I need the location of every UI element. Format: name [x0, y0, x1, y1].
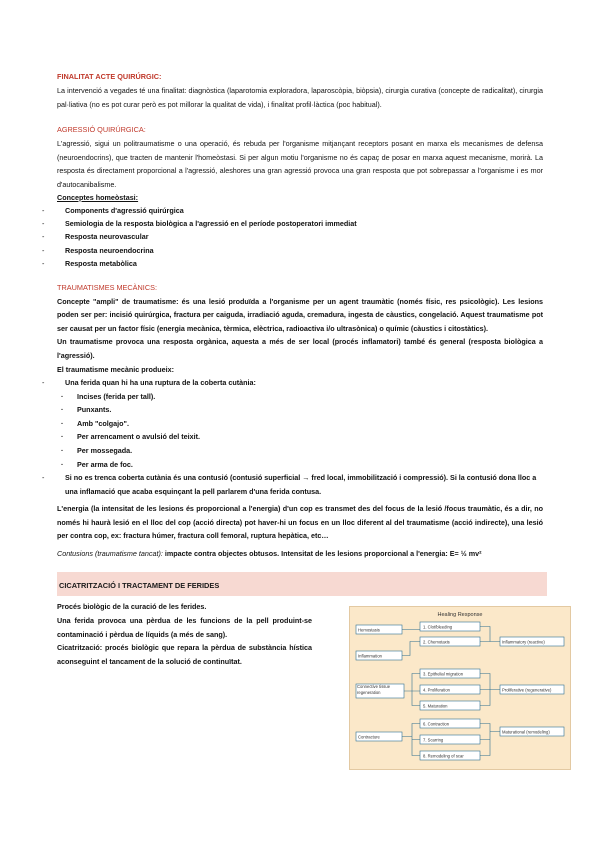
diagram-label-right: Inflammatory (reactive): [502, 639, 545, 645]
list-item: - Resposta neurovascular: [57, 230, 543, 243]
cicatritzacio-p2: Una ferida provoca una pèrdua de les funcions de la pell produint-se contaminació i pèrdua de líquids (a més de sang).: [57, 615, 312, 639]
homeostasi-subheading: Conceptes homeòstasi:: [57, 192, 139, 202]
diagram-connector: [404, 674, 420, 706]
traumatismes-dash-list: [57, 376, 543, 389]
diagram-label-mid: 3. Epithelial migration: [423, 671, 464, 677]
diagram-connector: [402, 724, 420, 756]
traumatismes-p2: Un traumatisme provoca una resposta orgànica, aquesta a més de ser local (procés inflamatori) també és general (resposta biològica a l'agressió).: [57, 337, 543, 360]
diagram-mid-boxes: [420, 622, 480, 760]
list-item: - Una ferida quan hi ha una ruptura de la coberta cutània:: [57, 376, 543, 389]
diagram-label-right: Maturational (remodeling): [502, 729, 550, 735]
healing-diagram: [349, 606, 571, 770]
diagram-label-mid: 1. Clot/bleeding: [423, 624, 453, 630]
diagram-label-mid: 4. Proliferation: [423, 687, 450, 693]
diagram-label-mid: 7. Scarring: [423, 737, 444, 743]
diagram-connector: [402, 642, 420, 656]
diagram-label-left: Inflammation: [358, 653, 382, 659]
diagram-label-left-wrap: [357, 684, 403, 698]
list-item: - Semiologia de la resposta biològica a l'agressió en el període postoperatori immediat: [57, 217, 543, 230]
diagram-title: Healing Response: [437, 612, 483, 619]
traumatismes-p5: [57, 547, 543, 561]
diagram-label-mid: 5. Maturation: [423, 703, 448, 709]
contusions-label: Contusions (traumatisme tancat):: [57, 548, 163, 558]
finalitat-text: La intervenció a vegades té una finalitat: diagnòstica (laparotomia exploradora, laparoscòpia, biòpsia), cirurgia curativa (concepte de radicalitat), cirurgia pal·liativa (no es pot curar però es pot millorar la qualitat de vida), i finalitat profil·làctica (poc habitual).: [57, 86, 543, 109]
contusions-text: impacte contra objectes obtusos. Intensitat de les lesions proporcional a l'energia: E= ½ mv²: [162, 548, 482, 558]
list-item: - Si no es trenca coberta cutània és una contusió (contusió superficial → fred local, immobilització i compressió). Si la contusió dona lloc a una inflamació que acaba esquinçant la pell parlarem d'una ferida contusa.: [57, 471, 543, 498]
cicatritzacio-heading: CICATRITZACIÓ I TRACTAMENT DE FERIDES: [59, 581, 220, 591]
homeostasi-list: [57, 204, 543, 271]
traumatismes-p4: L'energia (la intensitat de les lesions és proporcional a l'energia) d'un cop es transmet des del focus de la lesió /focus traumàtic, és a dir, no només hi haurà lesió en el lloc del cop (acció directa) pot haver-hi un focus en un lloc diferent al del traumatisme (acció indirecte), una lesió per contra cop, ex: fractura húmer, fractura coll femoral, ruptura hepàtica, etc…: [57, 503, 543, 541]
cicatritzacio-p3: Cicatrització: procés biològic que repara la pèrdua de substància hística aconseguint el tancament de la solució de continuïtat.: [57, 643, 312, 666]
list-item: - Resposta metabòlica: [57, 257, 543, 270]
list-item: · Incises (ferida per tall).: [71, 390, 543, 404]
list-item: - Components d'agressió quirúrgica: [57, 204, 543, 217]
contusio-dash-list: [57, 471, 543, 498]
traumatismes-p1: Concepte "ampli" de traumatisme: és una lesió produïda a l'organisme per un agent traumàtic (només físic, res psicològic). Les lesions poden ser per: incisió quirúrgica, fractura per caiguda, irradiació aguda, cremadura, ingesta de càustics, congelació. Aquest traumatisme pot ser causat per un factor físic (energia mecànica, tèrmica, elèctrica, radioactiva i/o ultrasònica) o químic (càustics i citostàtics).: [57, 296, 543, 333]
cicatritzacio-banner: [57, 572, 547, 596]
traumatismes-p3: El traumatisme mecànic produeix:: [57, 364, 175, 374]
list-item: · Per arrencament o avulsió del teixit.: [71, 430, 543, 444]
traumatismes-heading: TRAUMATISMES MECÀNICS:: [57, 282, 158, 292]
list-item: · Per mossegada.: [71, 444, 543, 458]
healing-diagram-svg: [350, 607, 570, 769]
list-item: · Punxants.: [71, 403, 543, 417]
diagram-connector: [480, 674, 500, 706]
diagram-connector: [480, 724, 500, 756]
diagram-label-left: Hemostasis: [358, 627, 380, 633]
finalitat-heading: FINALITAT ACTE QUIRÚRGIC:: [57, 72, 162, 81]
diagram-label-mid: 2. Chemotaxis: [423, 639, 450, 645]
list-item: - Resposta neuroendocrina: [57, 244, 543, 257]
diagram-label-mid: 8. Remodeling of scar: [423, 753, 464, 759]
cicatritzacio-p1: Procés biològic de la curació de les ferides.: [57, 602, 207, 612]
cicatritzacio-section: [57, 596, 552, 766]
diagram-label-right: Proliferative (regenerative): [502, 687, 552, 693]
diagram-label-left: Contracture: [358, 734, 380, 740]
list-item: · Per arma de foc.: [71, 458, 543, 472]
list-item: · Amb "colgajo".: [71, 417, 543, 431]
cicatritzacio-text: [57, 600, 312, 668]
agressio-heading: AGRESSIÓ QUIRÚRGICA:: [57, 125, 146, 135]
diagram-label-left: Connective tissue regeneration: [357, 684, 391, 695]
document-content: [57, 72, 552, 766]
ferida-types-list: [57, 390, 543, 472]
diagram-connector: [480, 627, 500, 642]
diagram-label-mid: 6. Contraction: [423, 721, 450, 727]
agressio-text: L'agressió, sigui un politraumatisme o una operació, és rebuda per l'organisme mitjançant receptors posant en marxa els mecanismes de defensa (neuroendocrins), que tracten de mantenir l'homeòstasi. Si per algun motiu l'organisme no és capaç de posar en marxa aquest mecanisme, morirà. La resposta és directament proporcional a l'agressió, aleshores una gran agressió provoca una gran resposta que pot sobrepassar a l'organisme i es mor d'autocanibalisme.: [57, 139, 543, 189]
